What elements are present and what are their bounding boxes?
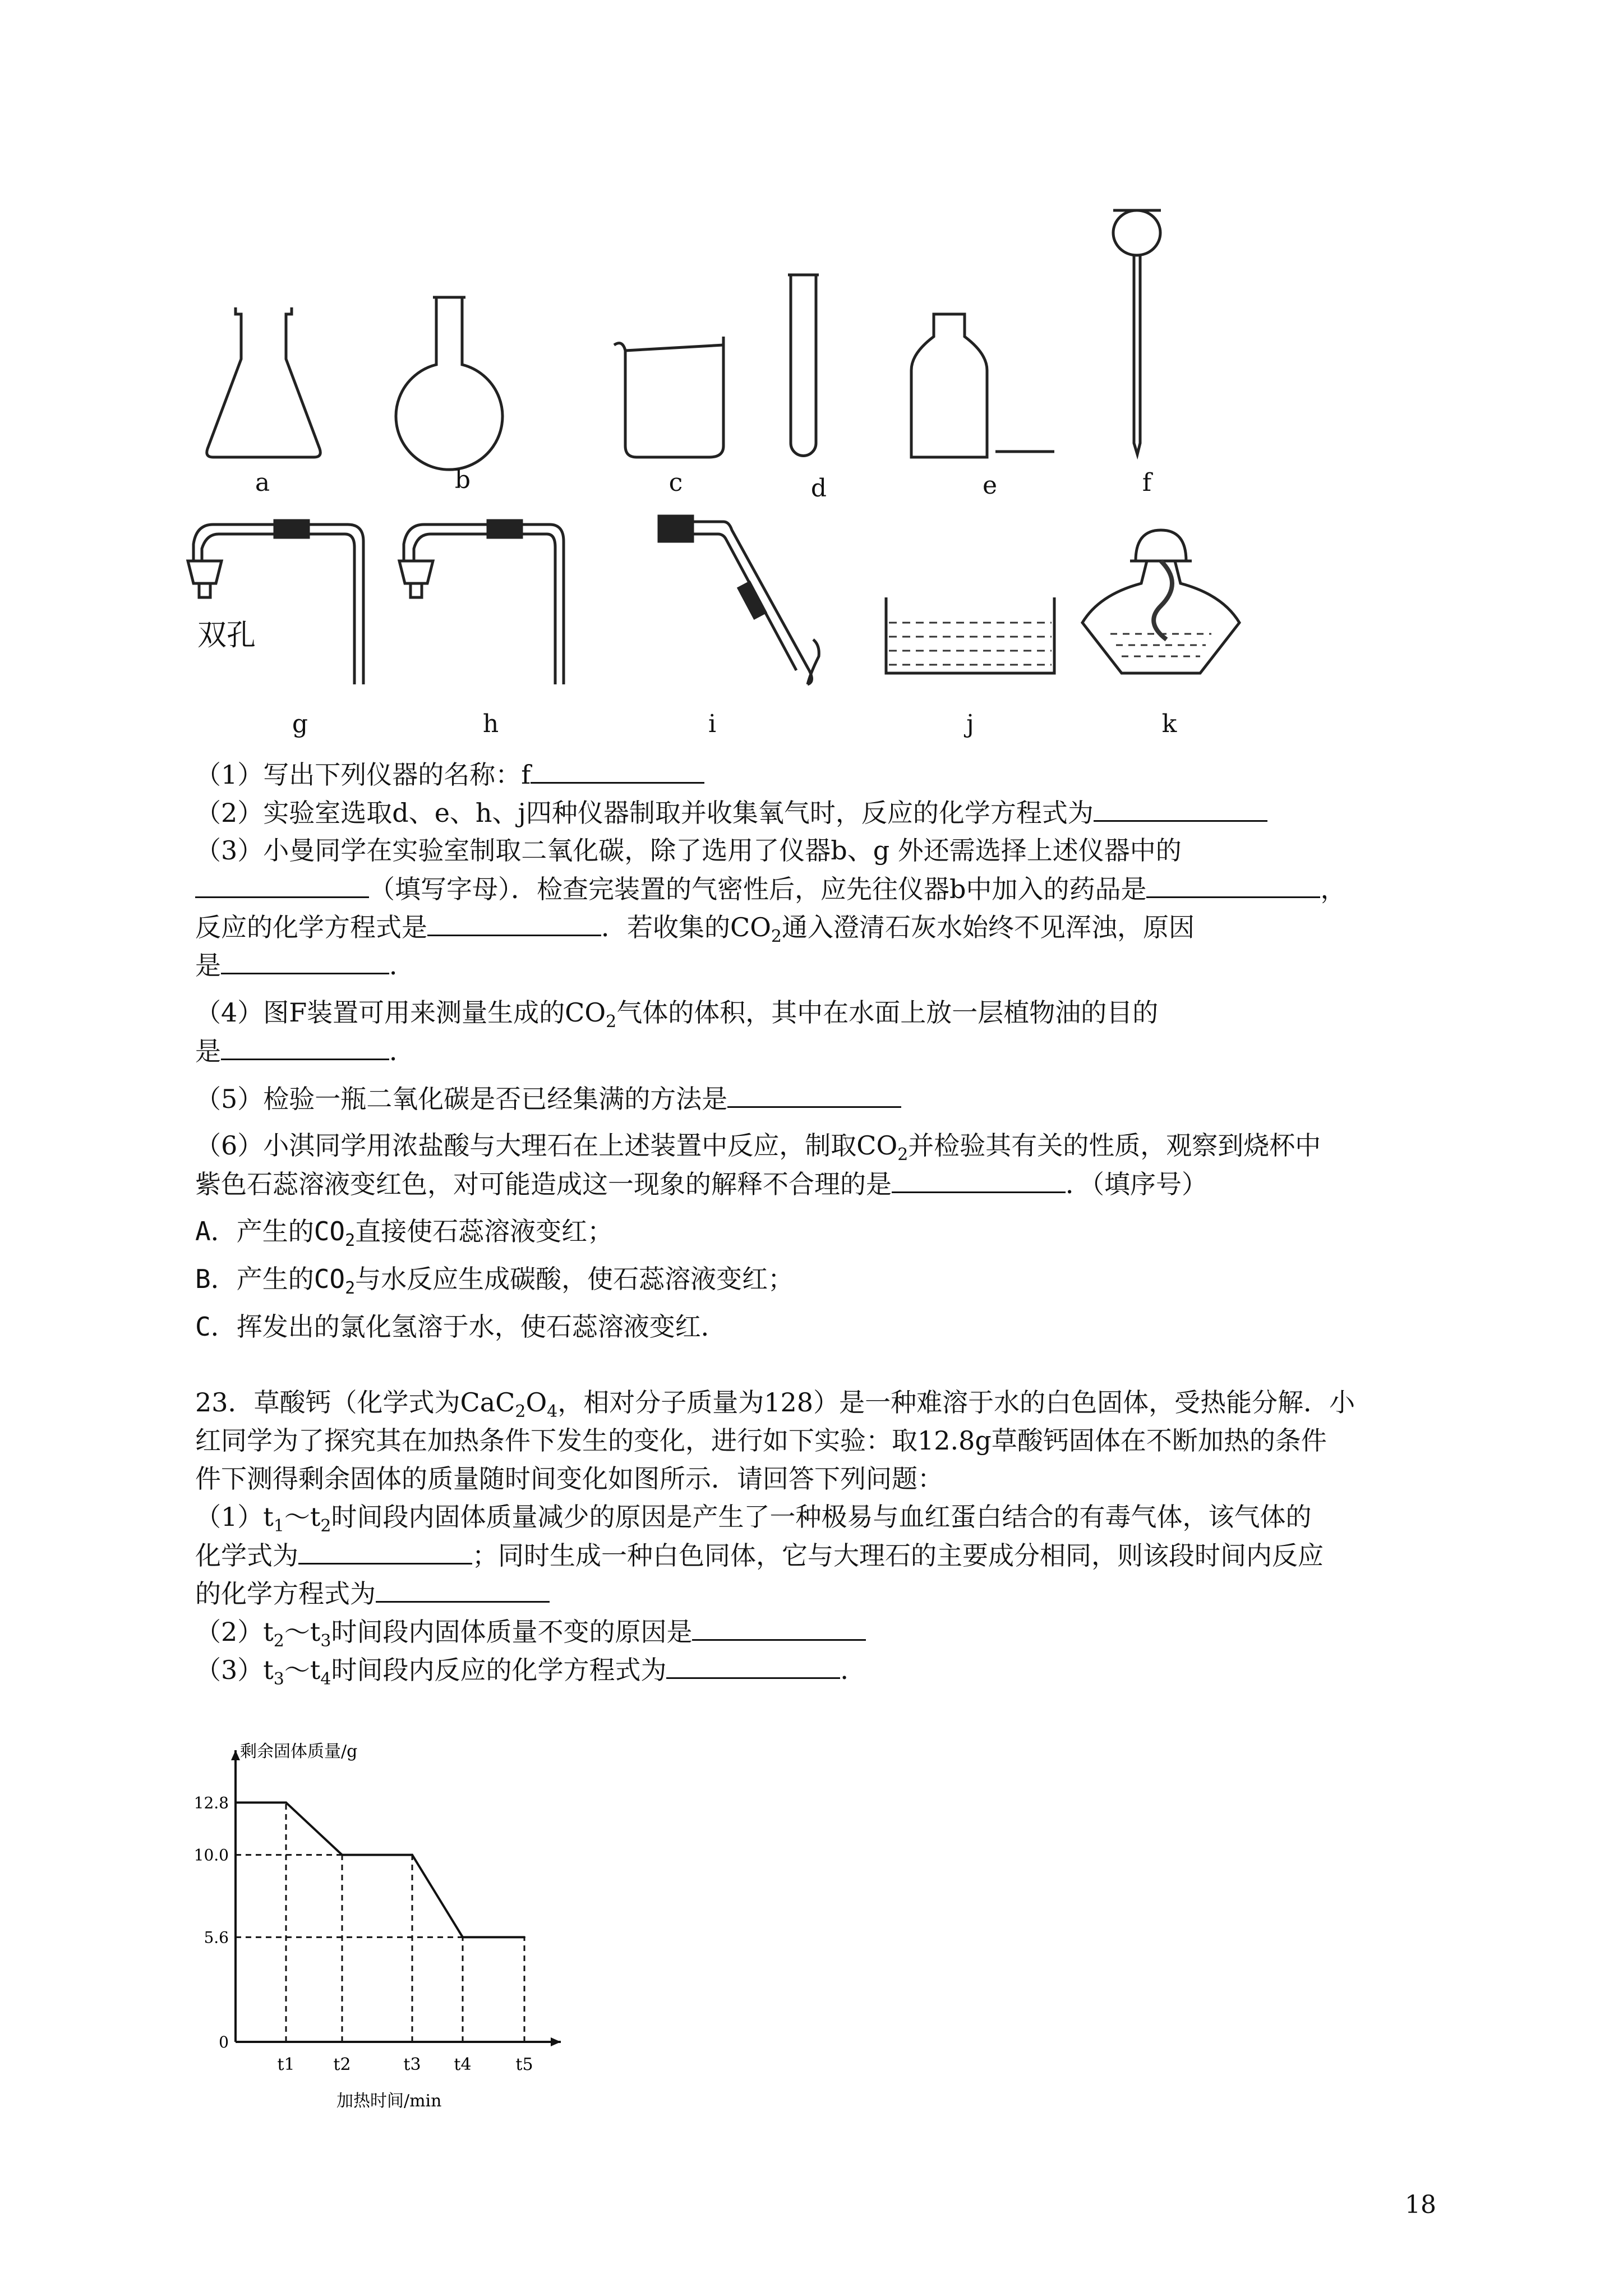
label-k: k (1161, 710, 1177, 738)
q23-text: ，相对分子质量为128）是一种难溶于水的白色固体，受热能分解．小 (557, 1387, 1355, 1418)
label-j: j (966, 710, 974, 738)
q23-text: （3）t (195, 1655, 274, 1685)
subscript: 3 (273, 1669, 284, 1689)
subscript: 4 (320, 1669, 331, 1689)
q23-text: （2）t (195, 1617, 274, 1647)
option-c-text: C．挥发出的氯化氢溶于水，使石蕊溶液变红． (195, 1312, 727, 1342)
x-axis-arrow (551, 2037, 561, 2046)
label-a: a (255, 468, 270, 497)
subscript: 2 (345, 1231, 356, 1250)
q22-part3-text-b: （填写字母）．检查完装置的气密性后，应先往仪器b中加入的药品是 (369, 874, 1147, 904)
q22-option-c (195, 1310, 727, 1343)
q23-line8 (195, 1653, 866, 1696)
q22-part3-line4 (195, 948, 415, 982)
apparatus-g-stopper-tube (188, 521, 363, 684)
label-h: h (482, 710, 499, 738)
q22-option-b (195, 1262, 794, 1305)
q23-line5 (195, 1538, 1324, 1572)
answer-blank[interactable] (692, 1614, 866, 1641)
y-tick-label: 10.0 (193, 1846, 229, 1865)
subscript: 2 (345, 1278, 356, 1298)
x-tick-label: t3 (403, 2055, 421, 2074)
apparatus-b-round-flask (396, 297, 502, 470)
subscript: 2 (320, 1516, 331, 1536)
q22-part6-text-b: 紫色石蕊溶液变红色，对可能造成这一现象的解释不合理的是 (195, 1169, 892, 1199)
data-point-t3 (411, 1854, 413, 1856)
q22-part3-line1 (195, 834, 1182, 867)
answer-blank[interactable] (298, 1538, 472, 1565)
x-tick-label: t2 (333, 2055, 351, 2074)
subscript: 2 (897, 1145, 909, 1165)
apparatus-d-test-tube (788, 275, 819, 456)
y-tick-label: 12.8 (193, 1793, 229, 1812)
x-tick-label: t1 (277, 2055, 295, 2074)
q22-part3-line2 (195, 872, 1346, 906)
subscript: 2 (606, 1012, 617, 1032)
apparatus-i-delivery-tube (659, 516, 819, 684)
label-g: g (292, 710, 308, 738)
apparatus-a-conical-flask (207, 307, 321, 457)
q23-text: 时间段内反应的化学方程式为 (331, 1655, 667, 1685)
q23-text: 化学式为 (195, 1540, 298, 1571)
q23-text: 23．草酸钙（化学式为CaC (195, 1387, 515, 1418)
q22-part2 (195, 795, 1267, 830)
x-axis-label: 加热时间/min (336, 2091, 442, 2111)
q23-text: O (525, 1387, 547, 1418)
subscript: 2 (771, 927, 782, 946)
q23-line4 (195, 1500, 1311, 1543)
option-a-text: A．产生的CO (195, 1216, 345, 1246)
y-tick-label: 0 (219, 2033, 229, 2051)
q22-part1-text: （1）写出下列仪器的名称：f (195, 760, 531, 790)
answer-blank[interactable] (195, 872, 369, 898)
subscript: 1 (273, 1516, 284, 1536)
label-g-note: 双孔 (197, 619, 256, 652)
subscript: 4 (547, 1402, 558, 1421)
label-i: i (708, 710, 717, 738)
apparatus-k-alcohol-lamp (1082, 530, 1239, 673)
punct: ． (840, 1655, 866, 1685)
page-number: 18 (1405, 2191, 1436, 2219)
apparatus-f-funnel (1113, 210, 1161, 454)
y-axis-label: 剩余固体质量/g (240, 1742, 358, 1761)
answer-blank[interactable] (221, 948, 389, 974)
q22-part5 (195, 1082, 901, 1116)
q22-part4-text-a: （4）图F装置可用来测量生成的CO (195, 997, 606, 1028)
punct: ． (389, 1036, 415, 1066)
q23-line1 (195, 1386, 1355, 1429)
q22-part4-text-b: 是 (195, 1036, 221, 1066)
option-b-tail: 与水反应生成碳酸，使石蕊溶液变红； (355, 1264, 794, 1294)
y-tick-label: 5.6 (204, 1928, 229, 1947)
q22-part3-text-c-mid: ．若收集的CO (601, 912, 771, 942)
option-b-text: B．产生的CO (195, 1264, 345, 1294)
label-d: d (810, 474, 827, 503)
answer-blank[interactable] (727, 1082, 901, 1108)
option-a-tail: 直接使石蕊溶液变红； (355, 1216, 614, 1246)
q23-line2 (195, 1424, 1327, 1457)
label-f: f (1142, 468, 1152, 497)
q23-text: （1）t (195, 1502, 274, 1532)
series-line (236, 1802, 524, 1937)
punct: ， (1320, 874, 1347, 904)
answer-blank[interactable] (1146, 872, 1320, 898)
subscript: 2 (273, 1631, 284, 1651)
x-tick-label: t4 (454, 2055, 472, 2074)
q23-text: ～t (284, 1617, 321, 1647)
apparatus-e-gas-bottle (911, 314, 1054, 457)
q23-text: 红同学为了探究其在加热条件下发生的变化，进行如下实验：取12.8g草酸钙固体在不断加热的条件 (195, 1425, 1327, 1456)
y-axis-arrow (231, 1750, 240, 1760)
answer-blank[interactable] (427, 910, 601, 936)
mass-time-chart (191, 1733, 583, 2111)
subscript: 3 (320, 1631, 331, 1651)
q22-part6-line1 (195, 1129, 1321, 1172)
data-point-t1 (285, 1801, 287, 1803)
q22-part3-text-d: 是 (195, 950, 221, 981)
punct: ． (389, 950, 415, 981)
answer-blank[interactable] (221, 1034, 389, 1060)
q22-part3-line3 (195, 910, 1195, 954)
apparatus-h-stopper-tube (399, 521, 564, 684)
q23-text: 件下测得剩余固体的质量随时间变化如图所示．请回答下列问题： (195, 1464, 943, 1494)
answer-blank[interactable] (531, 757, 704, 784)
answer-blank[interactable] (1094, 795, 1267, 822)
q22-part4-text-a-tail: 气体的体积，其中在水面上放一层植物油的目的 (616, 997, 1159, 1028)
q22-part6-text-a: （6）小淇同学用浓盐酸与大理石在上述装置中反应，制取CO (195, 1130, 898, 1161)
q22-part1 (195, 757, 704, 792)
q23-line6 (195, 1576, 550, 1611)
answer-blank[interactable] (892, 1167, 1066, 1193)
label-e: e (982, 471, 998, 500)
q22-part3-text-a: （3）小曼同学在实验室制取二氧化碳，除了选用了仪器b、g 外还需选择上述仪器中的 (195, 835, 1182, 866)
answer-blank[interactable] (376, 1576, 550, 1603)
x-tick-label: t5 (515, 2055, 533, 2074)
q22-part4-line1 (195, 996, 1158, 1039)
q22-part2-text: （2）实验室选取d、e、h、j四种仪器制取并收集氧气时，反应的化学方程式为 (195, 798, 1094, 828)
q22-part3-text-c-tail: 通入澄清石灰水始终不见浑浊，原因 (782, 912, 1195, 942)
q22-option-a (195, 1214, 613, 1258)
apparatus-c-beaker (614, 337, 723, 457)
q23-text: 的化学方程式为 (195, 1579, 376, 1609)
label-b: b (454, 466, 471, 494)
data-point-t2 (341, 1854, 343, 1856)
data-point-0 (234, 1801, 237, 1803)
q22-part6-text-b-tail: ．（填序号） (1066, 1169, 1207, 1199)
q23-text: ；同时生成一种白色同体，它与大理石的主要成分相同，则该段时间内反应 (472, 1540, 1324, 1571)
answer-blank[interactable] (666, 1653, 840, 1679)
q22-part3-text-c: 反应的化学方程式是 (195, 912, 427, 942)
q23-text: 时间段内固体质量减少的原因是产生了一种极易与血红蛋白结合的有毒气体，该气体的 (331, 1502, 1312, 1532)
apparatus-j-trough (886, 597, 1054, 673)
label-c: c (668, 468, 683, 497)
q23-line3 (195, 1462, 943, 1496)
q23-text: ～t (284, 1655, 321, 1685)
q22-part6-text-a-tail: 并检验其有关的性质，观察到烧杯中 (908, 1130, 1321, 1161)
q23-line7 (195, 1614, 866, 1658)
data-point-t4 (462, 1936, 464, 1938)
data-point-t5 (523, 1936, 525, 1938)
q22-part5-text: （5）检验一瓶二氧化碳是否已经集满的方法是 (195, 1084, 728, 1114)
subscript: 2 (515, 1402, 526, 1421)
q23-text: 时间段内固体质量不变的原因是 (331, 1617, 693, 1647)
q22-part6-line2 (195, 1167, 1207, 1201)
q23-text: ～t (284, 1502, 321, 1532)
q22-part4-line2 (195, 1034, 415, 1068)
